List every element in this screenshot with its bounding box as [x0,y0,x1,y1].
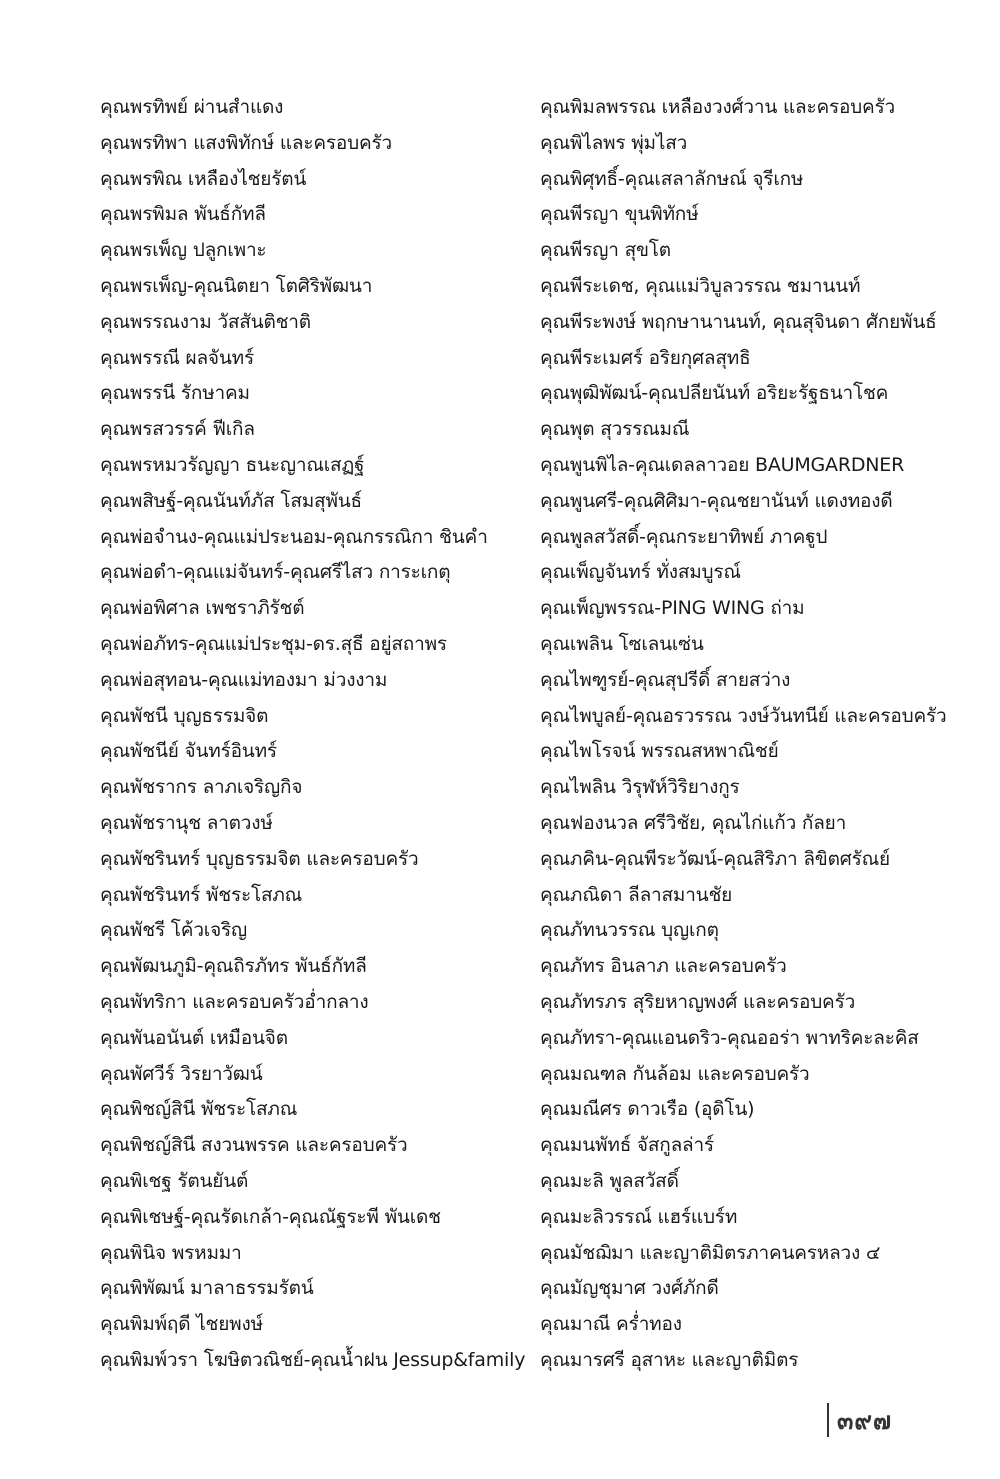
name-entry: คุณพรพิณ เหลืองไชยรัตน์ [100,167,307,190]
name-entry: คุณไพลิน วิรุฬห์วิริยางกูร [540,776,740,799]
name-entry: คุณพ่อสุทอน-คุณแม่ทองมา ม่วงงาม [100,668,388,691]
name-entry: คุณพรรนี รักษาคม [100,382,250,405]
name-entry: คุณมาณี คร่ำทอง [540,1313,682,1336]
name-entry: คุณพูลสวัสดิ์-คุณกระยาทิพย์ ภาคฐูป [540,525,828,548]
name-entry: คุณพันอนันต์ เหมือนจิต [100,1026,288,1049]
name-entry: คุณพัชรินทร์ พัชระโสภณ [100,883,303,906]
name-entry: คุณพีรญา ขุนพิทักษ์ [540,203,699,226]
name-entry: คุณพรทิพย์ ผ่านสำแดง [100,96,284,118]
name-entry: คุณพัศวีร์ วิรยาวัฒน์ [100,1062,263,1085]
name-entry: คุณพินิจ พรหมมา [100,1241,242,1264]
name-entry: คุณพรรณงาม วัสสันติชาติ [100,310,311,333]
name-entry: คุณพรสวรรค์ ฟีเกิล [100,418,255,441]
name-entry: คุณเพ็ญพรรณ-PING WING ถ่าม [540,597,805,620]
name-entry: คุณพิเชฐ รัตนยันต์ [100,1169,249,1192]
name-entry: คุณพิศุทธิ์-คุณเสลาลักษณ์ จุรีเกษ [540,167,804,190]
name-entry: คุณมณฑล กันล้อม และครอบครัว [540,1062,810,1085]
name-entry: คุณพีระพงษ์ พฤกษานานนท์, คุณสุจินดา ศักยพันธ์ [540,310,937,333]
name-entry: คุณพิมพ์วรา โฆษิตวณิชย์-คุณน้ำฝน Jessup&family [100,1348,526,1371]
name-entry: คุณมารศรี อุสาหะ และญาติมิตร [540,1348,799,1371]
name-entry: คุณพุต สุวรรณมณี [540,418,690,441]
name-list-left [100,90,530,1379]
name-entry: คุณพรทิพา แสงพิทักษ์ และครอบครัว [100,131,392,154]
name-entry: คุณภัทรภร สุริยหาญพงศ์ และครอบครัว [540,990,856,1013]
page-number: ๓๙๗ [836,1406,892,1435]
name-entry: คุณพิไลพร พุ่มไสว [540,131,688,154]
name-entry: คุณพัชรี โค้วเจริญ [100,919,248,942]
name-entry: คุณมัชฌิมา และญาติมิตรภาคนครหลวง ๔ [540,1241,881,1264]
name-entry: คุณภัทรา-คุณแอนดริว-คุณออร่า พาทริคะละคิส [540,1026,919,1049]
name-entry: คุณเพลิน โซเลนเซ่น [540,632,704,655]
name-entry: คุณพัชนีย์ จันทร์อินทร์ [100,740,277,763]
name-entry: คุณไพฑูรย์-คุณสุปรีดิ์ สายสว่าง [540,668,791,691]
name-entry: คุณพรหมวรัญญา ธนะญาณเสฏฐ์ [100,453,365,476]
name-entry: คุณพูนศรี-คุณศิศิมา-คุณชยานันท์ แดงทองดี [540,489,893,512]
name-entry: คุณพ่อภัทร-คุณแม่ประชุม-ดร.สุธี อยู่สถาพร [100,632,447,655]
name-entry: คุณพ่อพิศาล เพชราภิรัชต์ [100,597,305,620]
name-entry: คุณมะลิ พูลสวัสดิ์ [540,1169,679,1192]
name-entry: คุณพัชนี บุญธรรมจิต [100,704,269,727]
name-entry: คุณพรพิมล พันธ์กัทลี [100,203,266,226]
name-entry: คุณพิชญ์สินี สงวนพรรค และครอบครัว [100,1134,408,1157]
name-list-right [540,90,990,1379]
name-entry: คุณไพบูลย์-คุณอรวรรณ วงษ์วันทนีย์ และครอบครัว [540,704,947,727]
name-entry: คุณพิชญ์สินี พัชระโสภณ [100,1098,298,1121]
name-entry: คุณพูนพิไล-คุณเดลลาวอย BAUMGARDNER [540,453,905,476]
name-entry: คุณพิพัฒน์ มาลาธรรมรัตน์ [100,1277,314,1300]
page-footer [827,1402,892,1438]
name-entry: คุณพัฒนภูมิ-คุณถิรภัทร พันธ์กัทลี [100,955,367,978]
name-entry: คุณภัทร อินลาภ และครอบครัว [540,955,787,978]
name-entry: คุณเพ็ญจันทร์ ทั่งสมบูรณ์ [540,561,741,584]
name-entry: คุณมณีศร ดาวเรือ (อุดิโน) [540,1098,755,1121]
page-number-divider [827,1403,829,1437]
name-entry: คุณพิเชษฐ์-คุณรัดเกล้า-คุณณัฐระพี พันเดช [100,1205,441,1228]
name-entry: คุณมะลิวรรณ์ แฮร์แบร์ท [540,1205,738,1228]
name-entry: คุณพีระเมศร์ อริยกุศลสุทธิ [540,346,751,369]
name-entry: คุณพ่อดำ-คุณแม่จันทร์-คุณศรีไสว การะเกตุ [100,561,451,584]
name-entry: คุณภัทนวรรณ บุญเกตุ [540,919,719,942]
name-entry: คุณพรรณี ผลจันทร์ [100,346,254,369]
name-entry: คุณภณิดา ลีลาสมานชัย [540,883,733,906]
name-entry: คุณพัทริกา และครอบครัวอ่ำกลาง [100,990,369,1013]
name-entry: คุณมัญชุมาศ วงศ์ภักดี [540,1277,719,1300]
name-entry: คุณพัชรินทร์ บุญธรรมจิต และครอบครัว [100,847,419,870]
name-entry: คุณพัชรากร ลาภเจริญกิจ [100,776,303,799]
name-entry: คุณพรเพ็ญ ปลูกเพาะ [100,239,267,262]
name-entry: คุณพ่อจำนง-คุณแม่ประนอม-คุณกรรณิกา ชินคำ [100,525,488,548]
name-entry: คุณพีระเดช, คุณแม่วิบูลวรรณ ชมานนท์ [540,274,861,297]
name-entry: คุณพิมลพรรณ เหลืองวงศ์วาน และครอบครัว [540,96,896,118]
name-entry: คุณพสิษฐ์-คุณนันท์ภัส โสมสุพันธ์ [100,489,362,512]
name-entry: คุณพิมพ์ฤดี ไชยพงษ์ [100,1313,263,1336]
name-entry: คุณมนพัทธ์ จัสกูลล่าร์ [540,1134,714,1157]
name-entry: คุณพุฒิพัฒน์-คุณปลียนันท์ อริยะรัฐธนาโชค [540,382,889,405]
name-entry: คุณพัชรานุช ลาตวงษ์ [100,811,273,834]
name-entry: คุณพรเพ็ญ-คุณนิตยา โตศิริพัฒนา [100,274,373,297]
name-entry: คุณพีรญา สุขโต [540,239,671,262]
name-entry: คุณไพโรจน์ พรรณสหพาณิชย์ [540,740,779,763]
name-entry: คุณภคิน-คุณพีระวัฒน์-คุณสิริภา ลิขิตศรัณย์ [540,847,890,870]
name-entry: คุณฟองนวล ศรีวิชัย, คุณไก่แก้ว กัลยา [540,811,847,834]
